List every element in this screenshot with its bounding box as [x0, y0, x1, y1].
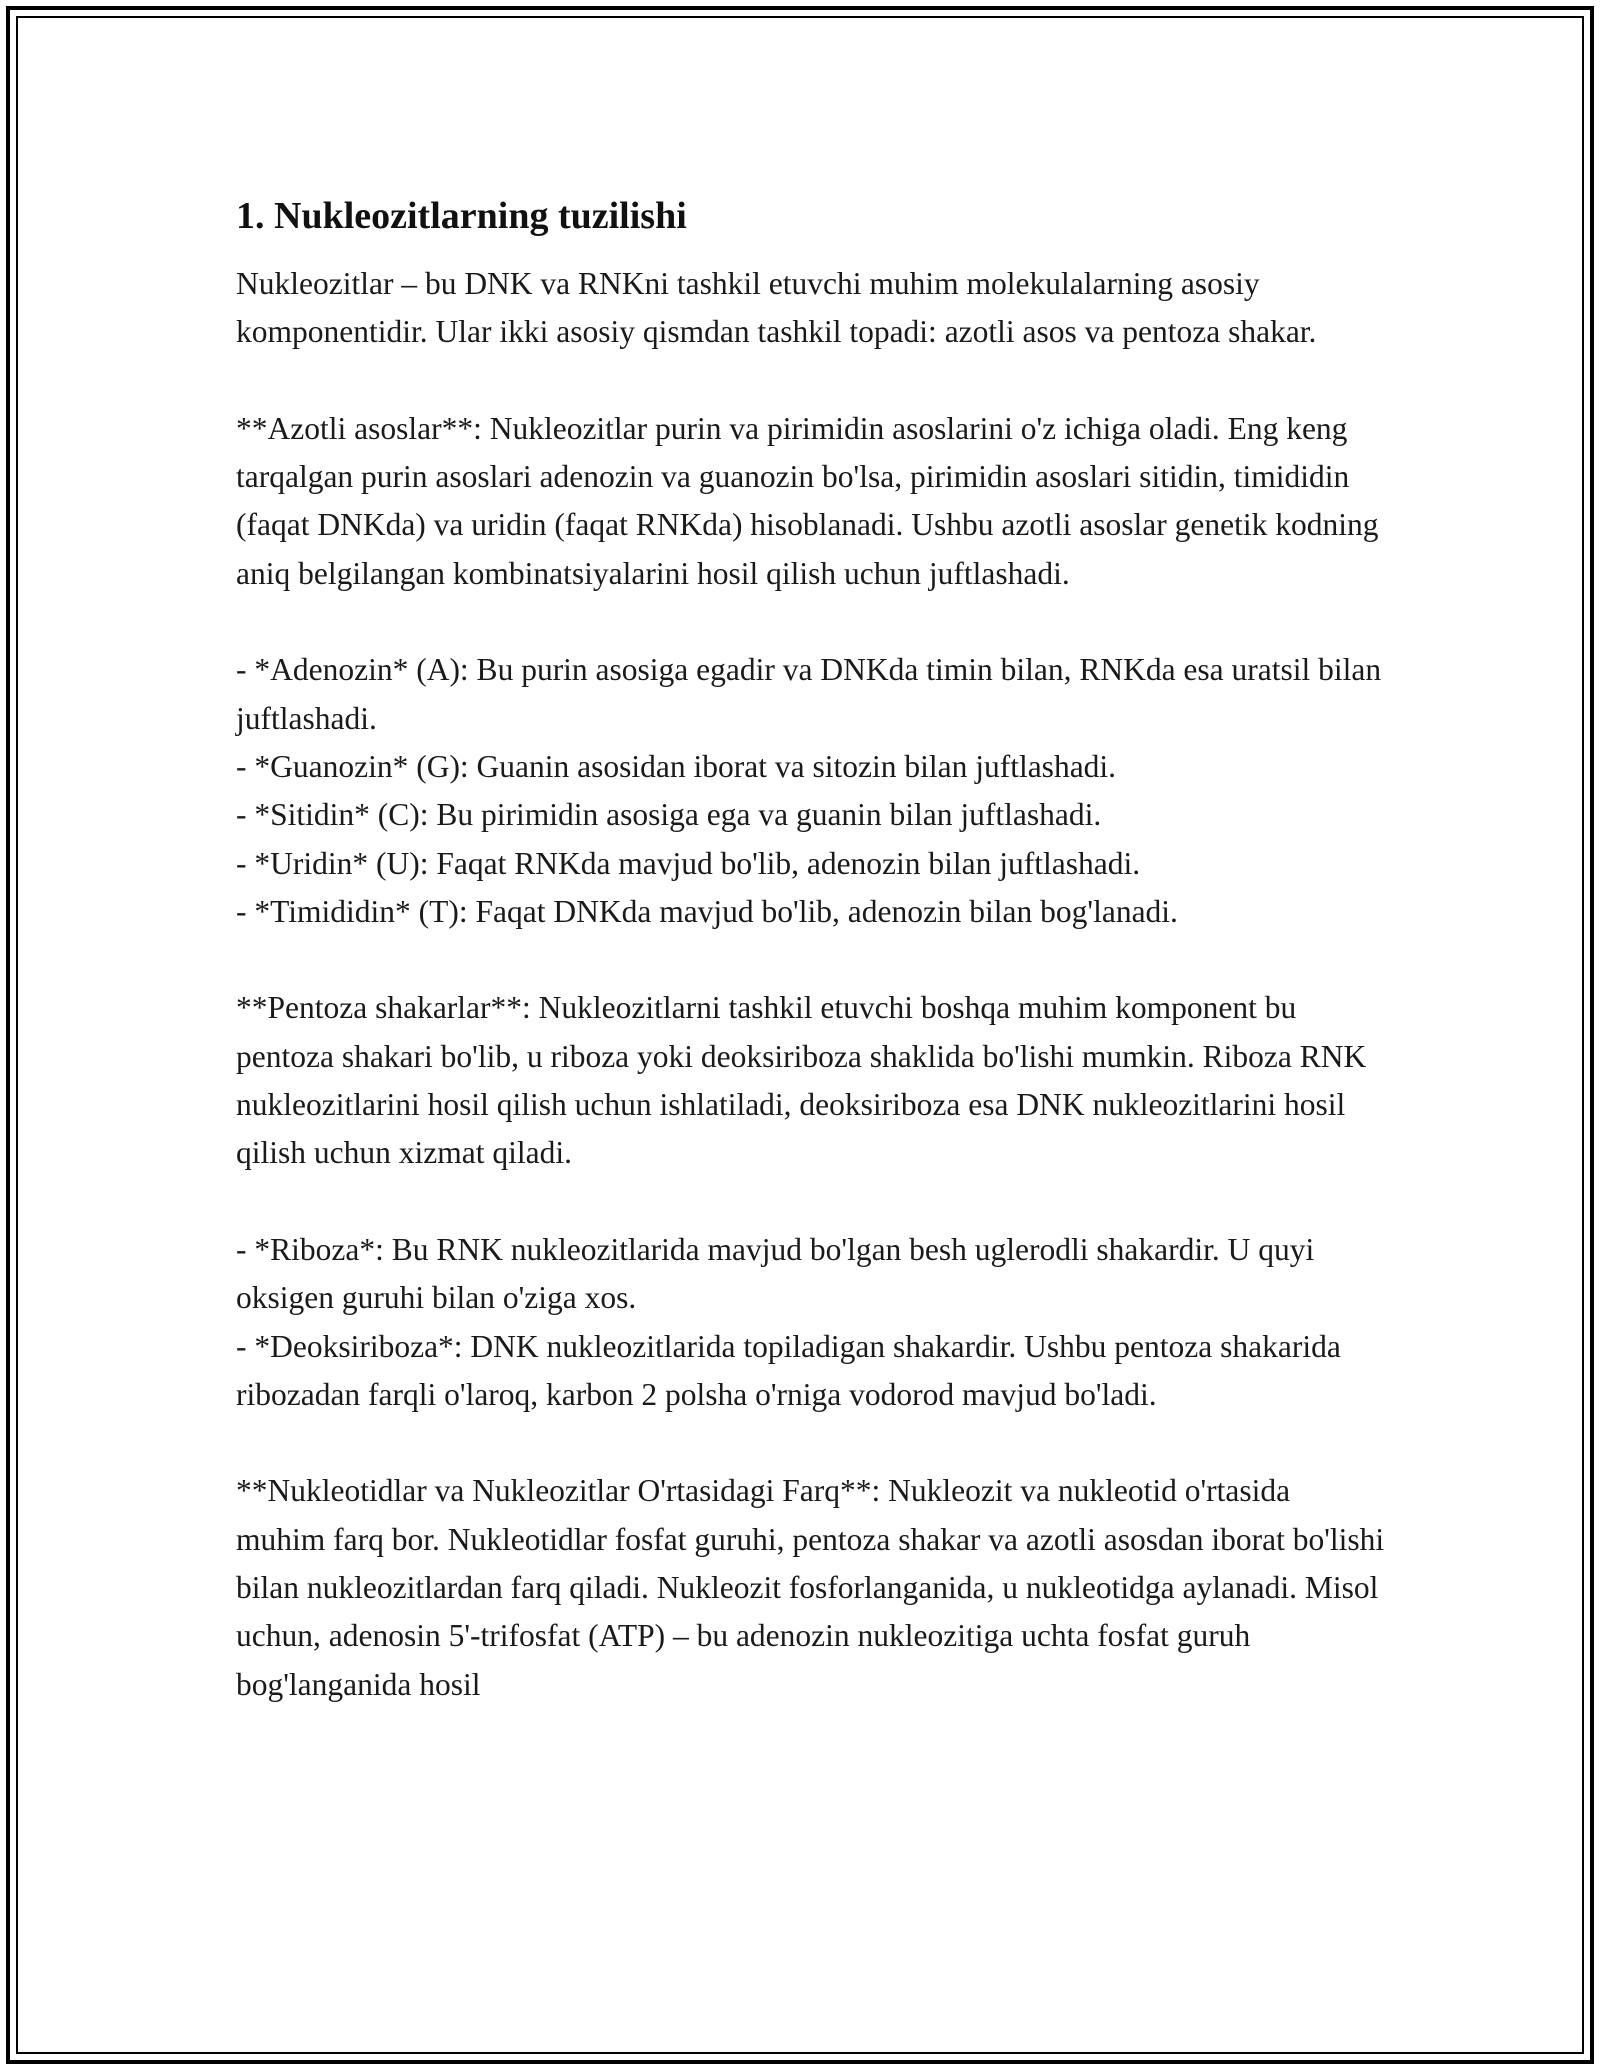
section-heading: 1. Nukleozitlarning tuzilishi — [236, 195, 687, 237]
paragraph-gap — [236, 598, 1386, 646]
list-item-riboza: - *Riboza*: Bu RNK nukleozitlarida mavjud bo'lgan besh uglerodli shakardir. U quyi oksigen guruhi bilan o'ziga xos. — [236, 1231, 1315, 1316]
document-body — [236, 188, 1386, 1709]
paragraph-gap — [236, 936, 1386, 984]
intro-paragraph: Nukleozitlar – bu DNK va RNKni tashkil etuvchi muhim molekulalarning asosiy komponentidir. Ular ikki asosiy qismdan tashkil topadi: azotli asos va pentoza shakar. — [236, 266, 1317, 350]
list-item-sitidin: - *Sitidin* (C): Bu pirimidin asosiga ega va guanin bilan juftlashadi. — [236, 797, 1102, 833]
paragraph-gap — [236, 357, 1386, 405]
list-item-guanozin: - *Guanozin* (G): Guanin asosidan iborat va sitozin bilan juftlashadi. — [236, 748, 1117, 784]
list-item-uridin: - *Uridin* (U): Faqat RNKda mavjud bo'lib, adenozin bilan juftlashadi. — [236, 845, 1141, 881]
farq-paragraph: **Nukleotidlar va Nukleozitlar O'rtasidagi Farq**: Nukleozit va nukleotid o'rtasida muhim farq bor. Nukleotidlar fosfat guruhi, pentoza shakar va azotli asosdan iborat bo'lishi bilan nukleozitlardan farq qiladi. Nukleozit fosforlanganida, u nukleotidga aylanadi. Misol uchun, adenosin 5'-trifosfat (ATP) – bu adenozin nukleozitiga uchta fosfat guruh bog'langanida hosil — [236, 1473, 1385, 1702]
azotli-asoslar-paragraph: **Azotli asoslar**: Nukleozitlar purin va pirimidin asoslarini o'z ichiga oladi. Eng keng tarqalgan purin asoslari adenozin va guanozin bo'lsa, pirimidin asoslari sitidin, timididin (faqat DNKda) va uridin (faqat RNKda) hisoblanadi. Ushbu azotli asoslar genetik kodning aniq belgilangan kombinatsiyalarini hosil qilish uchun juftlashadi. — [236, 410, 1379, 591]
list-item-adenozin: - *Adenozin* (A): Bu purin asosiga egadir va DNKda timin bilan, RNKda esa uratsil bilan juftlashadi. — [236, 652, 1382, 736]
paragraph-gap — [236, 1178, 1386, 1226]
paragraph-gap — [236, 1419, 1386, 1467]
list-item-timididin: - *Timididin* (T): Faqat DNKda mavjud bo'lib, adenozin bilan bog'lanadi. — [236, 893, 1178, 929]
list-item-deoksiriboza: - *Deoksiriboza*: DNK nukleozitlarida topiladigan shakardir. Ushbu pentoza shakarida ribozadan farqli o'laroq, karbon 2 polsha o'rniga vodorod mavjud bo'ladi. — [236, 1328, 1341, 1412]
pentoza-paragraph: **Pentoza shakarlar**: Nukleozitlarni tashkil etuvchi boshqa muhim komponent bu pentoza shakari bo'lib, u riboza yoki deoksiriboza shaklida bo'lishi mumkin. Riboza RNK nukleozitlarini hosil qilish uchun ishlatiladi, deoksiriboza esa DNK nukleozitlarini hosil qilish uchun xizmat qiladi. — [236, 990, 1367, 1171]
